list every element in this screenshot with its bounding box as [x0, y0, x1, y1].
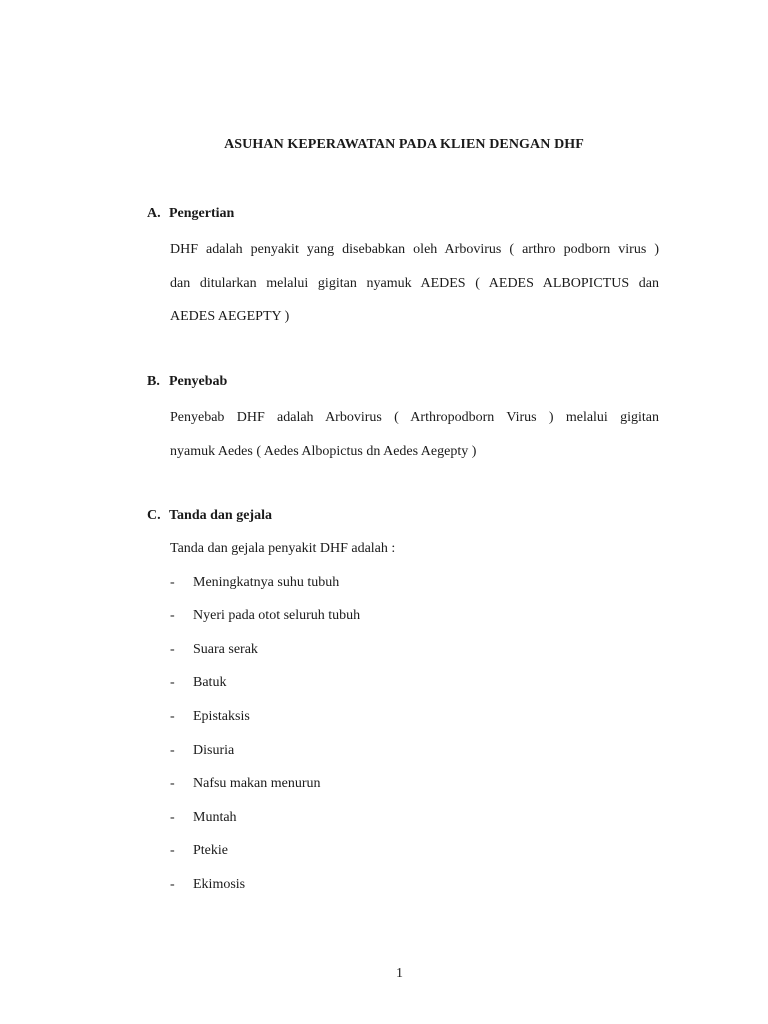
list-item: [170, 673, 659, 707]
dash-bullet: -: [170, 574, 175, 590]
list-item: [170, 707, 659, 741]
list-item: [170, 640, 659, 674]
paragraph-line: DHF adalah penyakit yang disebabkan oleh Arbovirus ( arthro podborn virus ): [170, 242, 659, 257]
section-paragraph: [170, 233, 659, 334]
dash-bullet: -: [170, 608, 175, 624]
paragraph-line: Penyebab DHF adalah Arbovirus ( Arthropodborn Virus ) melalui gigitan: [170, 410, 659, 425]
list-intro: Tanda dan gejala penyakit DHF adalah :: [170, 541, 396, 556]
section-title: Pengertian: [169, 206, 235, 221]
paragraph-line: AEDES AEGEPTY ): [170, 309, 290, 324]
section-title: Penyebab: [169, 374, 228, 389]
section-letter: A.: [147, 206, 161, 221]
list-item: [170, 774, 659, 808]
section-title: Tanda dan gejala: [169, 508, 272, 523]
list-item: [170, 841, 659, 875]
symptom-list: [147, 573, 659, 909]
list-item-text: Nyeri pada otot seluruh tubuh: [193, 608, 361, 624]
dash-bullet: -: [170, 776, 175, 792]
list-item-text: Muntah: [193, 809, 237, 825]
section-penyebab: [147, 372, 659, 468]
list-item-text: Ptekie: [193, 843, 228, 859]
dash-bullet: -: [170, 742, 175, 758]
list-item-text: Disuria: [193, 742, 235, 758]
paragraph-line: dan ditularkan melalui gigitan nyamuk AEDES ( AEDES ALBOPICTUS dan: [170, 275, 659, 291]
section-letter: C.: [147, 508, 161, 523]
list-item-text: Ekimosis: [193, 876, 246, 892]
list-item-text: Meningkatnya suhu tubuh: [193, 574, 340, 590]
list-item: [170, 808, 659, 842]
section-paragraph: [170, 401, 659, 468]
dash-bullet: -: [170, 809, 175, 825]
list-item: [170, 741, 659, 775]
section-letter: B.: [147, 374, 160, 389]
list-item-text: Batuk: [193, 675, 227, 691]
section-heading: [147, 204, 659, 224]
section-heading: [147, 372, 659, 392]
list-item-text: Epistaksis: [193, 708, 250, 724]
dash-bullet: -: [170, 641, 175, 657]
paragraph-line: nyamuk Aedes ( Aedes Albopictus dn Aedes Aegepty ): [170, 443, 477, 459]
list-item: [170, 875, 659, 909]
section-heading: [147, 506, 659, 526]
section-tanda-dan-gejala: [147, 506, 659, 909]
dash-bullet: -: [170, 675, 175, 691]
page-number: 1: [396, 966, 403, 981]
dash-bullet: -: [170, 843, 175, 859]
dash-bullet: -: [170, 876, 175, 892]
list-item-text: Nafsu makan menurun: [193, 776, 321, 792]
dash-bullet: -: [170, 708, 175, 724]
list-item: [170, 606, 659, 640]
list-item: [170, 573, 659, 607]
section-pengertian: [147, 204, 659, 334]
list-item-text: Suara serak: [193, 641, 258, 657]
document-title: ASUHAN KEPERAWATAN PADA KLIEN DENGAN DHF: [224, 137, 584, 152]
